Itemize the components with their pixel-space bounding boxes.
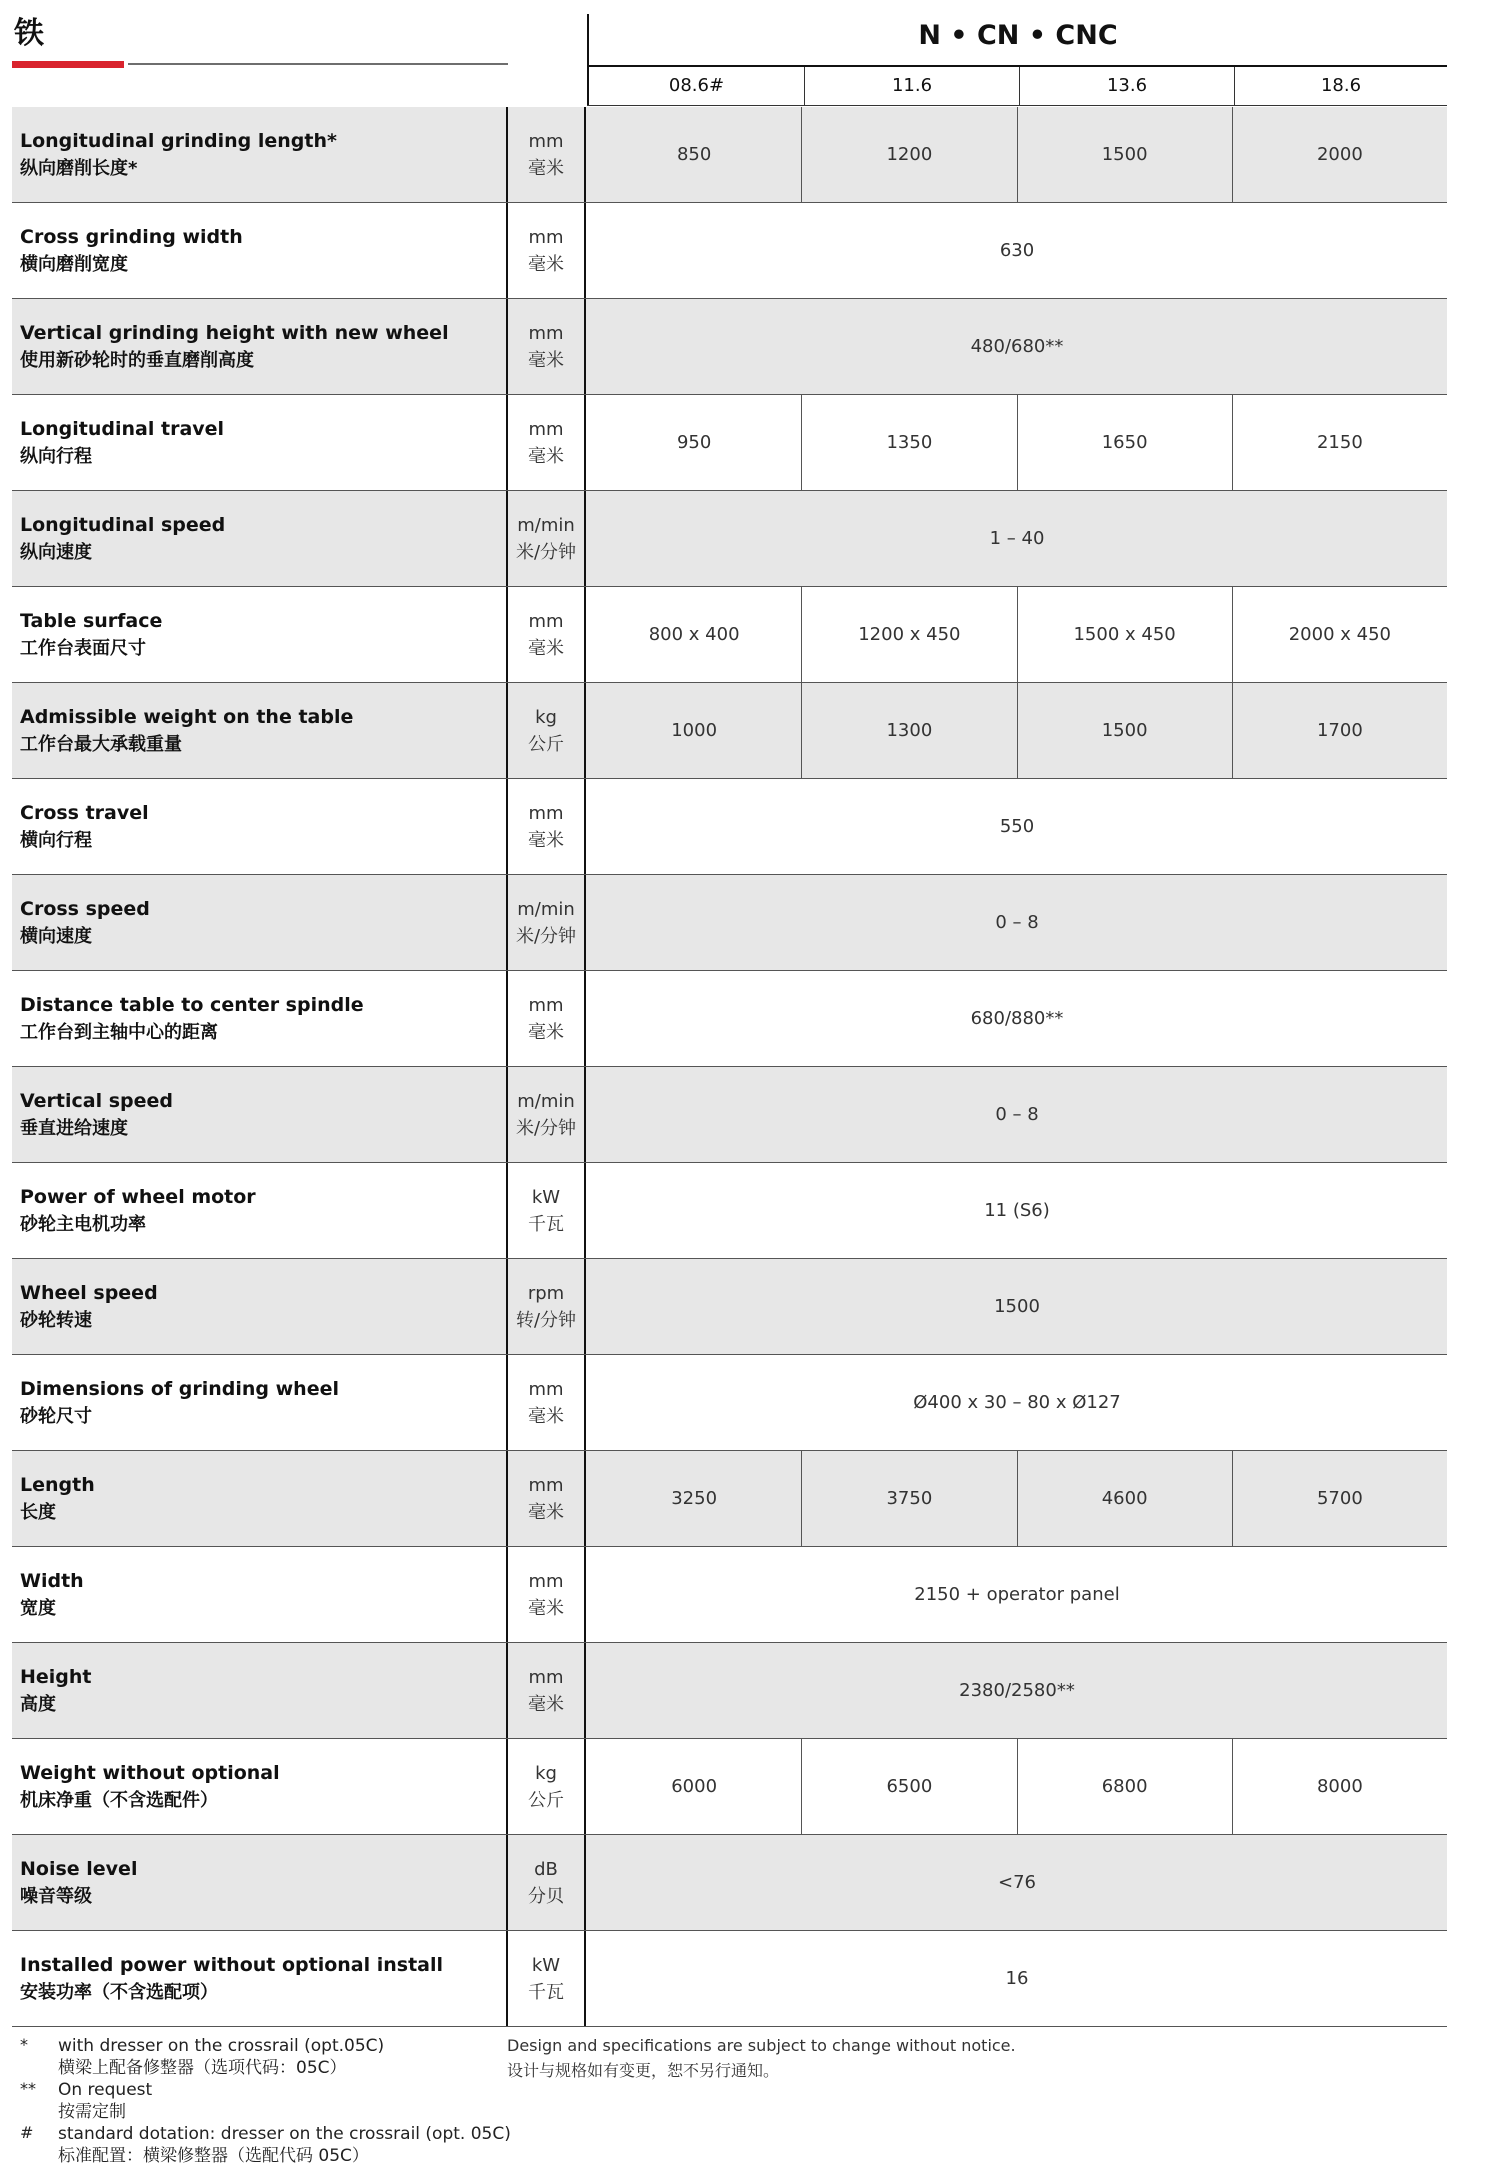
footnote-text-cn: 按需定制	[58, 2102, 126, 2122]
unit-cell	[506, 683, 586, 778]
unit-en: m/min	[517, 1090, 575, 1112]
value-cell: 5700	[1232, 1451, 1447, 1546]
unit-cn: 毫米	[528, 157, 564, 179]
footnote-mark: *	[20, 2035, 28, 2054]
unit-cell	[506, 1739, 586, 1834]
model-header-3: 18.6	[1234, 67, 1447, 105]
param-label	[12, 1931, 506, 2026]
value-cell: 1200 x 450	[801, 587, 1016, 682]
disclaimer-cn: 设计与规格如有变更，恕不另行通知。	[507, 2061, 780, 2080]
footnote-text-en: with dresser on the crossrail (opt.05C)	[58, 2036, 385, 2056]
value-group	[587, 299, 1447, 394]
unit-cn: 毫米	[528, 1597, 564, 1619]
param-label	[12, 1547, 506, 1642]
value-cell: 2380/2580**	[959, 1680, 1075, 1701]
unit-cell	[506, 971, 586, 1066]
unit-cn: 千瓦	[528, 1981, 564, 2003]
spec-row	[12, 1547, 1447, 1643]
param-name-en: Power of wheel motor	[20, 1186, 256, 1208]
value-group	[587, 1643, 1447, 1738]
value-cell: 1500 x 450	[1017, 587, 1232, 682]
unit-cn: 毫米	[528, 829, 564, 851]
value-cell: 550	[999, 816, 1035, 837]
unit-en: rpm	[527, 1282, 565, 1304]
unit-en: mm	[528, 1474, 564, 1496]
unit-cell	[506, 1931, 586, 2026]
unit-cell	[506, 1835, 586, 1930]
model-header-1: 11.6	[804, 67, 1019, 105]
param-label	[12, 1451, 506, 1546]
unit-cn: 千瓦	[528, 1213, 564, 1235]
value-group	[587, 491, 1447, 586]
unit-cell	[506, 587, 586, 682]
value-group	[587, 1355, 1447, 1450]
param-name-en: Noise level	[20, 1858, 138, 1880]
unit-cn: 转/分钟	[515, 1309, 577, 1331]
value-group	[587, 203, 1447, 298]
unit-cell	[506, 875, 586, 970]
value-cell: 6000	[671, 1776, 718, 1797]
series-title: N • CN • CNC	[918, 20, 1118, 51]
value-cell: 1 – 40	[989, 528, 1045, 549]
value-cell: 6500	[801, 1739, 1016, 1834]
param-label	[12, 779, 506, 874]
value-cell: 0 – 8	[995, 1104, 1039, 1125]
param-name-cn: 工作台最大承载重量	[20, 734, 182, 755]
footnote-item	[20, 2123, 520, 2167]
unit-en: mm	[528, 1666, 564, 1688]
param-name-cn: 垂直进给速度	[20, 1118, 128, 1139]
param-name-cn: 工作台表面尺寸	[20, 638, 146, 659]
unit-en: mm	[528, 226, 564, 248]
unit-en: dB	[534, 1858, 558, 1880]
spec-row	[12, 1739, 1447, 1835]
unit-cn: 毫米	[528, 445, 564, 467]
spec-row	[12, 779, 1447, 875]
unit-cn: 米/分钟	[515, 541, 577, 563]
param-label	[12, 491, 506, 586]
param-label	[12, 1835, 506, 1930]
value-cell: 1000	[671, 720, 718, 741]
unit-cn: 公斤	[528, 733, 564, 755]
value-group	[587, 683, 1447, 778]
param-label	[12, 971, 506, 1066]
unit-en: mm	[528, 1378, 564, 1400]
value-cell: 6800	[1017, 1739, 1232, 1834]
spec-row	[12, 1643, 1447, 1739]
spec-row	[12, 299, 1447, 395]
model-header-2: 13.6	[1019, 67, 1234, 105]
unit-en: kW	[531, 1954, 561, 1976]
spec-row	[12, 971, 1447, 1067]
unit-cell	[506, 1451, 586, 1546]
param-label	[12, 107, 506, 202]
value-group	[587, 1739, 1447, 1834]
unit-en: mm	[528, 130, 564, 152]
spec-row	[12, 1067, 1447, 1163]
unit-cell	[506, 395, 586, 490]
param-name-en: Installed power without optional install	[20, 1954, 444, 1976]
param-label	[12, 587, 506, 682]
unit-en: kW	[531, 1186, 561, 1208]
param-label	[12, 875, 506, 970]
value-cell: 2000	[1232, 107, 1447, 202]
value-group	[587, 875, 1447, 970]
unit-cn: 毫米	[528, 253, 564, 275]
param-name-cn: 砂轮尺寸	[20, 1406, 92, 1427]
param-name-en: Weight without optional	[20, 1762, 280, 1784]
spec-row	[12, 587, 1447, 683]
param-label	[12, 395, 506, 490]
param-label	[12, 1643, 506, 1738]
param-name-cn: 机床净重（不含选配件）	[20, 1790, 218, 1811]
header-divider	[128, 63, 508, 65]
value-cell: 800 x 400	[648, 624, 740, 645]
param-name-en: Length	[20, 1474, 95, 1496]
param-label	[12, 1739, 506, 1834]
spec-row	[12, 1451, 1447, 1547]
value-group	[587, 779, 1447, 874]
param-name-cn: 横向行程	[20, 830, 92, 851]
spec-row	[12, 491, 1447, 587]
value-cell: 11 (S6)	[984, 1200, 1050, 1221]
spec-row	[12, 1835, 1447, 1931]
param-name-cn: 工作台到主轴中心的距离	[20, 1022, 218, 1043]
value-group	[587, 1835, 1447, 1930]
spec-row	[12, 1163, 1447, 1259]
value-cell: 850	[676, 144, 712, 165]
unit-cn: 毫米	[528, 349, 564, 371]
value-group	[587, 1067, 1447, 1162]
value-cell: 1500	[994, 1296, 1040, 1317]
model-header-0: 08.6#	[668, 75, 725, 96]
value-cell: 1350	[801, 395, 1016, 490]
param-name-en: Width	[20, 1570, 84, 1592]
unit-cn: 公斤	[528, 1789, 564, 1811]
spec-row	[12, 683, 1447, 779]
value-group	[587, 1451, 1447, 1546]
param-name-en: Height	[20, 1666, 92, 1688]
value-cell: 1700	[1232, 683, 1447, 778]
value-cell: 0 – 8	[995, 912, 1039, 933]
value-cell: 680/880**	[970, 1008, 1064, 1029]
value-cell: 950	[676, 432, 712, 453]
unit-en: mm	[528, 418, 564, 440]
unit-en: kg	[535, 706, 557, 728]
unit-cell	[506, 1547, 586, 1642]
spec-row	[12, 107, 1447, 203]
footnote-text-cn: 横梁上配备修整器（选项代码：05C）	[58, 2058, 347, 2078]
footnote-text-cn: 标准配置：横梁修整器（选配代码 05C）	[58, 2146, 369, 2166]
spec-row	[12, 395, 1447, 491]
param-name-en: Dimensions of grinding wheel	[20, 1378, 339, 1400]
value-group	[587, 107, 1447, 202]
footnote-item	[20, 2035, 520, 2079]
value-cell: 2150 + operator panel	[914, 1584, 1120, 1605]
unit-en: kg	[535, 1762, 557, 1784]
param-name-cn: 纵向行程	[20, 446, 92, 467]
param-name-en: Cross grinding width	[20, 226, 243, 248]
value-cell: 8000	[1232, 1739, 1447, 1834]
footnote-mark: #	[20, 2123, 34, 2142]
param-name-en: Admissible weight on the table	[20, 706, 354, 728]
param-name-cn: 高度	[20, 1694, 56, 1715]
param-name-cn: 砂轮转速	[20, 1310, 92, 1331]
param-name-cn: 纵向速度	[20, 542, 92, 563]
unit-en: m/min	[517, 898, 575, 920]
param-name-en: Vertical speed	[20, 1090, 174, 1112]
unit-en: mm	[528, 610, 564, 632]
disclaimer-en: Design and specifications are subject to change without notice.	[507, 2036, 1016, 2055]
param-label	[12, 1259, 506, 1354]
unit-cell	[506, 299, 586, 394]
unit-en: mm	[528, 1570, 564, 1592]
param-label	[12, 1163, 506, 1258]
unit-cn: 毫米	[528, 1693, 564, 1715]
value-group	[587, 1547, 1447, 1642]
value-group	[587, 587, 1447, 682]
unit-cell	[506, 1163, 586, 1258]
value-group	[587, 1259, 1447, 1354]
value-cell: 480/680**	[970, 336, 1064, 357]
value-cell: 3250	[671, 1488, 718, 1509]
unit-en: mm	[528, 802, 564, 824]
value-cell: 1200	[801, 107, 1016, 202]
value-cell: 1500	[1017, 107, 1232, 202]
value-cell: 3750	[801, 1451, 1016, 1546]
unit-cn: 毫米	[528, 1501, 564, 1523]
accent-red-bar	[12, 61, 124, 68]
param-name-en: Longitudinal speed	[20, 514, 226, 536]
value-cell: 4600	[1017, 1451, 1232, 1546]
unit-cell	[506, 1355, 586, 1450]
unit-cell	[506, 1067, 586, 1162]
value-cell: Ø400 x 30 – 80 x Ø127	[913, 1392, 1121, 1413]
param-label	[12, 203, 506, 298]
param-name-en: Cross speed	[20, 898, 150, 920]
param-name-en: Vertical grinding height with new wheel	[20, 322, 449, 344]
unit-cell	[506, 1259, 586, 1354]
param-name-cn: 噪音等级	[20, 1886, 92, 1907]
value-cell: 2000 x 450	[1232, 587, 1447, 682]
spec-table	[12, 107, 1447, 2027]
param-label	[12, 1355, 506, 1450]
unit-cell	[506, 779, 586, 874]
param-name-cn: 宽度	[20, 1598, 56, 1619]
param-name-en: Wheel speed	[20, 1282, 158, 1304]
value-cell: 2150	[1232, 395, 1447, 490]
value-cell: 1500	[1017, 683, 1232, 778]
param-name-cn: 横向速度	[20, 926, 92, 947]
param-name-en: Longitudinal travel	[20, 418, 225, 440]
param-name-cn: 使用新砂轮时的垂直磨削高度	[20, 350, 254, 371]
footnote-text-en: On request	[58, 2080, 153, 2100]
value-cell: 1300	[801, 683, 1016, 778]
value-cell: 630	[999, 240, 1035, 261]
spec-row	[12, 1931, 1447, 2027]
spec-row	[12, 1355, 1447, 1451]
param-label	[12, 683, 506, 778]
unit-cn: 毫米	[528, 637, 564, 659]
value-cell: 16	[1005, 1968, 1029, 1989]
spec-row	[12, 1259, 1447, 1355]
unit-cell	[506, 1643, 586, 1738]
param-name-en: Distance table to center spindle	[20, 994, 364, 1016]
unit-cn: 米/分钟	[515, 1117, 577, 1139]
spec-row	[12, 875, 1447, 971]
disclaimer	[507, 2033, 1067, 2083]
unit-cell	[506, 107, 586, 202]
param-name-cn: 横向磨削宽度	[20, 254, 128, 275]
unit-cn: 毫米	[528, 1021, 564, 1043]
spec-row	[12, 203, 1447, 299]
footnote-item	[20, 2079, 520, 2123]
unit-en: m/min	[517, 514, 575, 536]
value-cell: <76	[998, 1872, 1036, 1893]
param-name-en: Cross travel	[20, 802, 149, 824]
unit-cell	[506, 203, 586, 298]
model-header-divider	[587, 105, 1447, 106]
unit-cn: 米/分钟	[515, 925, 577, 947]
unit-cell	[506, 491, 586, 586]
footnotes	[20, 2035, 520, 2167]
param-name-en: Table surface	[20, 610, 163, 632]
value-group	[587, 1931, 1447, 2026]
param-name-en: Longitudinal grinding length*	[20, 130, 337, 152]
param-label	[12, 1067, 506, 1162]
unit-en: mm	[528, 994, 564, 1016]
footnote-mark: **	[20, 2079, 36, 2098]
value-group	[587, 395, 1447, 490]
value-cell: 1650	[1017, 395, 1232, 490]
footnote-text-en: standard dotation: dresser on the crossrail (opt. 05C)	[58, 2124, 511, 2144]
value-group	[587, 971, 1447, 1066]
unit-cn: 毫米	[528, 1405, 564, 1427]
brand-logo-char: 铁	[14, 16, 44, 51]
param-name-cn: 长度	[20, 1502, 56, 1523]
param-name-cn: 安装功率（不含选配项）	[20, 1982, 218, 2003]
unit-en: mm	[528, 322, 564, 344]
param-label	[12, 299, 506, 394]
unit-cn: 分贝	[528, 1885, 564, 1907]
param-name-cn: 纵向磨削长度*	[20, 158, 138, 179]
value-group	[587, 1163, 1447, 1258]
param-name-cn: 砂轮主电机功率	[20, 1214, 146, 1235]
